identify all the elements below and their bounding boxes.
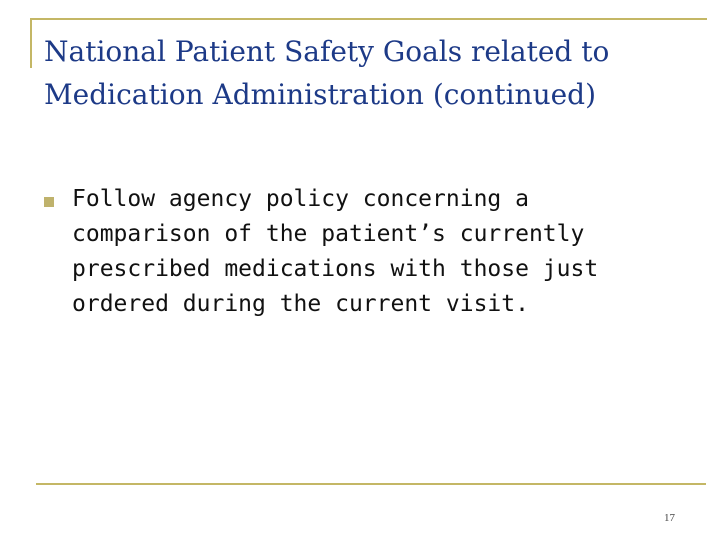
slide-title xyxy=(44,30,694,116)
title-line-1: National Patient Safety Goals related to xyxy=(44,35,610,68)
left-rule xyxy=(30,18,32,68)
page-number: 17 xyxy=(664,512,675,524)
title-line-2: Medication Administration (continued) xyxy=(44,78,597,111)
square-bullet-icon xyxy=(44,197,54,207)
bullet-list xyxy=(44,182,664,322)
bullet-text: Follow agency policy concerning a comparison of the patient’s currently prescribed medications with those just ordered during the current visit. xyxy=(72,186,599,317)
bullet-item xyxy=(44,182,664,322)
bottom-rule xyxy=(36,483,706,485)
top-rule xyxy=(30,18,707,20)
